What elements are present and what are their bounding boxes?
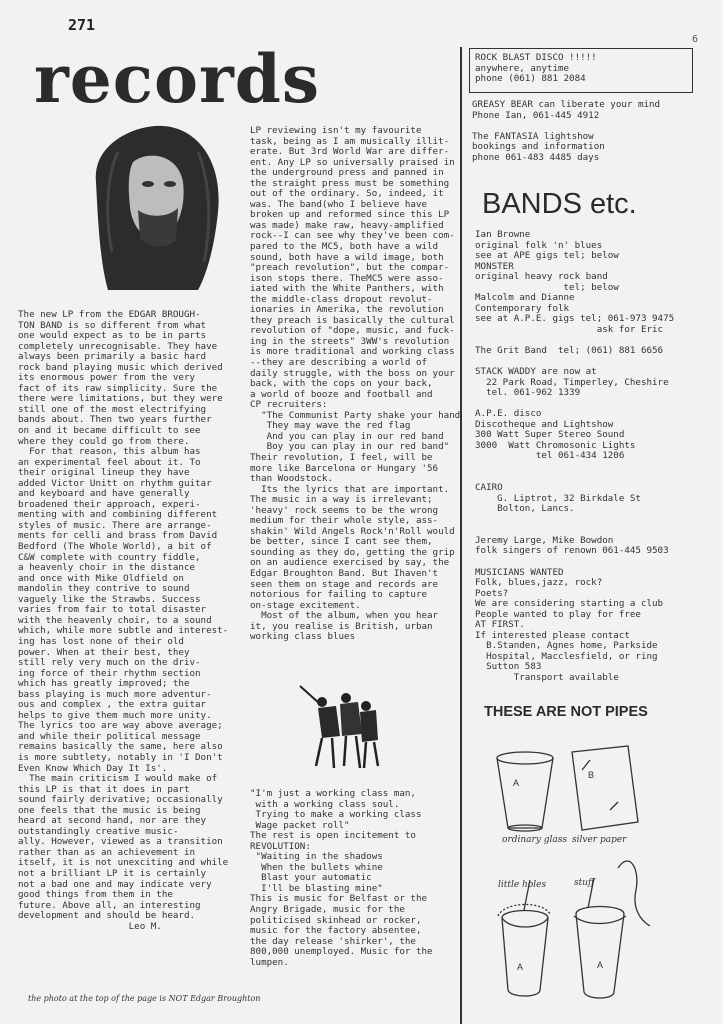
fight-illustration [292, 676, 384, 772]
pipes-heading: THESE ARE NOT PIPES [484, 704, 648, 720]
caption-stuff: stuff [574, 878, 595, 888]
band-photo [78, 122, 228, 294]
caption-silver-paper: silver paper [572, 835, 627, 845]
page-number: 271 [68, 16, 96, 34]
column-divider [460, 47, 462, 1024]
section-masthead: records [34, 40, 321, 118]
review-edgar-broughton: The new LP from the EDGAR BROUGH- TON BAND is so different from what one would expect as to be in parts completely unrecognisable. They have always been primarily a basic hard rock band playing music which derived its enormous power from the very fact of its raw simplicity. Sure the there were limitations, but they were still one of the most electrifying bands about. Then two years further on and it became difficult to see where they could go from there. For that reason, this album has an experimental feel about it. To their original lineup they have added Victor Unitt on rhythm guitar and keyboard and have generally broadened their approach, experi- menting with and combining different styles of music. There are arrange- ments for celli and brass from David Bedford (The Whole World), a bit of C&W complete with country fiddle, a heavenly choir in the distance and once with Mike Oldfield on mandolin they contrive to sound vaguely like the Strawbs. Success varies from fair to total disaster with the heavenly choir, to a sound which, while more subtle and interest- ing has lost none of their old power. When at their best, they still rely very much on the driv- ing force of their rhythm section which has greatly improved; the bass playing is much more adventur- ous and complex , the extra guitar helps to give them much more unity. The lyrics too are way above average; and while their political message remains basically the same, here also is more subtlety, notably in 'I Don't Even Know Which Day It Is'. The main criticism I would make of this LP is that it does in part sound fairly derivative; occasionally one feels that the music is being heard at second hand, nor are they outstandingly creative music- ally. However, viewed as a transition rather than as an achievement in itself, it is not unexciting and while not a brilliant LP it is certainly not a bad one and may indicate very good things from them in the future. Above all, an interesting development and should be heard. Leo M. [18, 309, 229, 932]
cup-letter-a: A [513, 778, 520, 788]
review-3rd-world-war: LP reviewing isn't my favourite task, being as I am musically illit- erate. But 3rd World War are differ- ent. Any LP so universally praised in the underground press and panned in the straight press must be something out of the ordinary. So, indeed, it was. The band(who I believe have broken up and reformed since this LP was made) make raw, heavy-amplified rock--I can see why they've been com- pared to the MC5, both have a wild sound, both have a wild image, both "preach revolution", but the compar- ison stops there. TheMC5 were asso- iated with the White Panthers, with the middle-class dropout revolut- ionaries in Amerika, the revolution they preach is basically the cultural revolution of "dope, music, and fuck- ing in the streets" 3WW's revolution is more traditional and working class --they are describing a world of daily struggle, with the boss on your back, with the cops on your back, a world of booze and football and CP recruiters: "The Communist Party shake your hand They may wave the red flag And you can play in our red band Boy you can play in our red band" Their revolution, I feel, will be more like Barcelona or Hungary '56 than Woodstock. Its the lyrics that are important. The music in a way is irrelevant; 'heavy' rock seems to be the wrong medium for their whole style, ass- shakin' Wild Angels Rock'n'Roll would be better, since I cant see them, sounding as they do, getting the grip on an audience exercised by say, the Edgar Broughton Band. But Ihaven't seen them on stage and records are notorious for failing to capture on-stage excitement. Most of the album, when you hear it, you realise is British, urban working class blues [250, 125, 461, 643]
corner-mark: 6 [692, 34, 699, 45]
rock-blast-disco-text: ROCK BLAST DISCO !!!!! anywhere, anytime phone (061) 881 2084 [475, 52, 597, 85]
pipe-letter-a-left: A [517, 962, 524, 972]
bands-listings: Ian Browne original folk 'n' blues see at APE gigs tel; below MONSTER original heavy rock band tel; below Malcolm and Dianne Contemporary folk see at A.P.E. gigs tel; 061-973 9475 ask for Eric The Grit Band tel; (061) 881 6656 STACK WADDY are now at 22 Park Road, Timperley, Cheshire tel. 061-962 1339 A.P.E. disco Discotheque and Lightshow 300 Watt Super Stereo Sound 3000 Watt Chromosonic Lights tel 061-434 1206 CAIRO G. Liptrot, 32 Birkdale St Bolton, Lancs. Jeremy Large, Mike Bowdon folk singers of renown 061-445 9503 MUSICIANS WANTED Folk, blues,jazz, rock? Poets? We are considering starting a club People wanted to play for free AT FIRST. If interested please contact B.Standen, Agnes home, Parkside Hospital, Macclesfield, or ring Sutton 583 Transport available [475, 229, 675, 683]
pipe-letter-a-right: A [597, 960, 604, 970]
footer-note: the photo at the top of the page is NOT Edgar Broughton [28, 994, 261, 1003]
caption-little-holes: little holes [498, 880, 547, 890]
bands-heading: BANDS etc. [482, 188, 637, 220]
classified-top: GREASY BEAR can liberate your mind Phone Ian, 061-445 4912 The FANTASIA lightshow bookings and information phone 061-483 4485 days [472, 99, 661, 163]
review-3rd-world-war-end: "I'm just a working class man, with a working class soul. Trying to make a working class Wage packet roll" The rest is open incitement to REVOLUTION: "Waiting in the shadows When the bullets whine Blast your automatic I'll be blasting mine" This is music for Belfast or the Angry Brigade, music for the politicised skinhead or rocker, music for the factory absentee, the day release 'shirker', the 800,000 unemployed. Music for the lumpen. [250, 788, 433, 968]
paper-letter-b: B [588, 770, 595, 780]
caption-ordinary-glass: ordinary glass [502, 835, 568, 845]
